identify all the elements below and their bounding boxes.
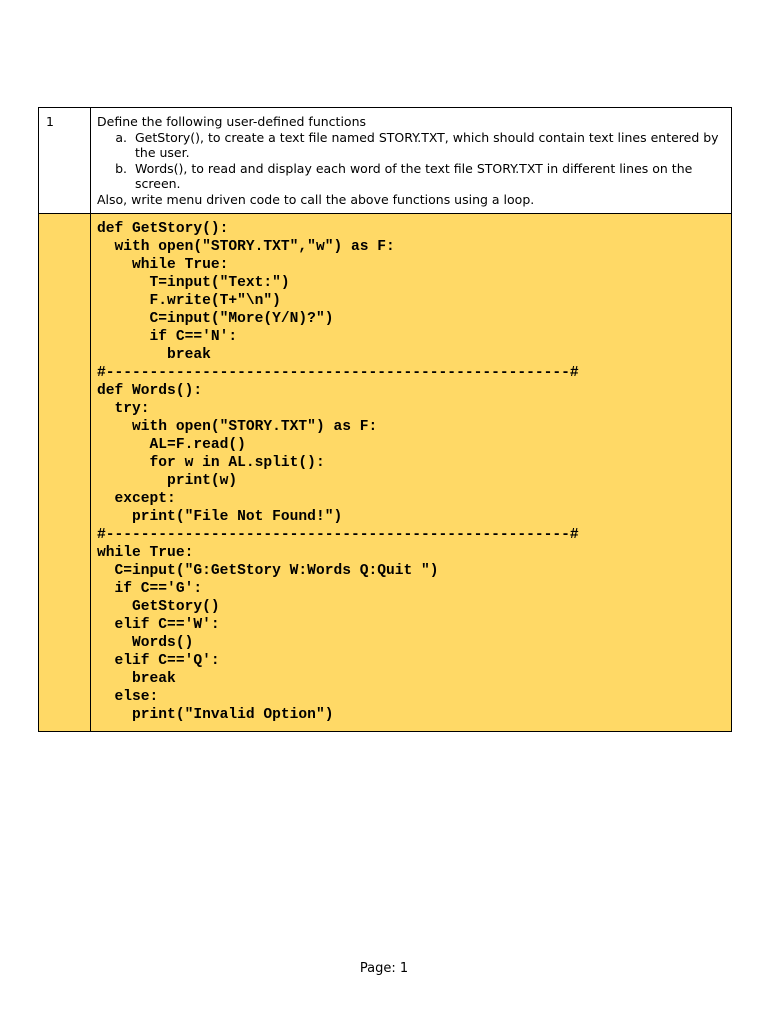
code-line: C=input("G:GetStory W:Words Q:Quit ") xyxy=(97,563,439,579)
code-line: print("Invalid Option") xyxy=(97,707,334,723)
question-row xyxy=(39,108,732,214)
code-line: Words() xyxy=(97,635,194,651)
code-number-cell xyxy=(39,214,91,732)
code-line: with open("STORY.TXT","w") as F: xyxy=(97,239,395,255)
code-line: if C=='G': xyxy=(97,581,203,597)
code-line: def GetStory(): xyxy=(97,221,229,237)
code-line: break xyxy=(97,347,211,363)
code-line: AL=F.read() xyxy=(97,437,246,453)
question-parts-list xyxy=(97,130,725,192)
code-line: F.write(T+"\n") xyxy=(97,293,281,309)
code-line: break xyxy=(97,671,176,687)
code-line: while True: xyxy=(97,257,229,273)
code-line: else: xyxy=(97,689,159,705)
page-number: Page: 1 xyxy=(359,961,409,976)
code-line: GetStory() xyxy=(97,599,220,615)
code-line: try: xyxy=(97,401,150,417)
question-text xyxy=(91,108,732,214)
question-number: 1 xyxy=(39,108,91,214)
question-outro: Also, write menu driven code to call the above functions using a loop. xyxy=(97,191,535,207)
code-block xyxy=(91,214,732,732)
question-intro: Define the following user-defined functions xyxy=(97,114,367,129)
question-part-a: a. GetStory(), to create a text file named STORY.TXT, which should contain text lines entered by the user. xyxy=(131,130,725,161)
code-line: C=input("More(Y/N)?") xyxy=(97,311,334,327)
code-line: while True: xyxy=(97,545,194,561)
code-line: for w in AL.split(): xyxy=(97,455,325,471)
code-line: print(w) xyxy=(97,473,238,489)
code-line: elif C=='W': xyxy=(97,617,220,633)
code-line: T=input("Text:") xyxy=(97,275,290,291)
code-line: if C=='N': xyxy=(97,329,238,345)
code-line: with open("STORY.TXT") as F: xyxy=(97,419,378,435)
code-separator: #-----------------------------------------------------# xyxy=(97,365,579,381)
question-table xyxy=(38,107,732,732)
code-line: elif C=='Q': xyxy=(97,653,220,669)
code-row xyxy=(39,214,732,732)
question-part-b: b. Words(), to read and display each word of the text file STORY.TXT in different lines on the screen. xyxy=(131,161,725,192)
code-separator: #-----------------------------------------------------# xyxy=(97,527,579,543)
code-line: print("File Not Found!") xyxy=(97,509,343,525)
code-line: except: xyxy=(97,491,176,507)
code-line: def Words(): xyxy=(97,383,203,399)
